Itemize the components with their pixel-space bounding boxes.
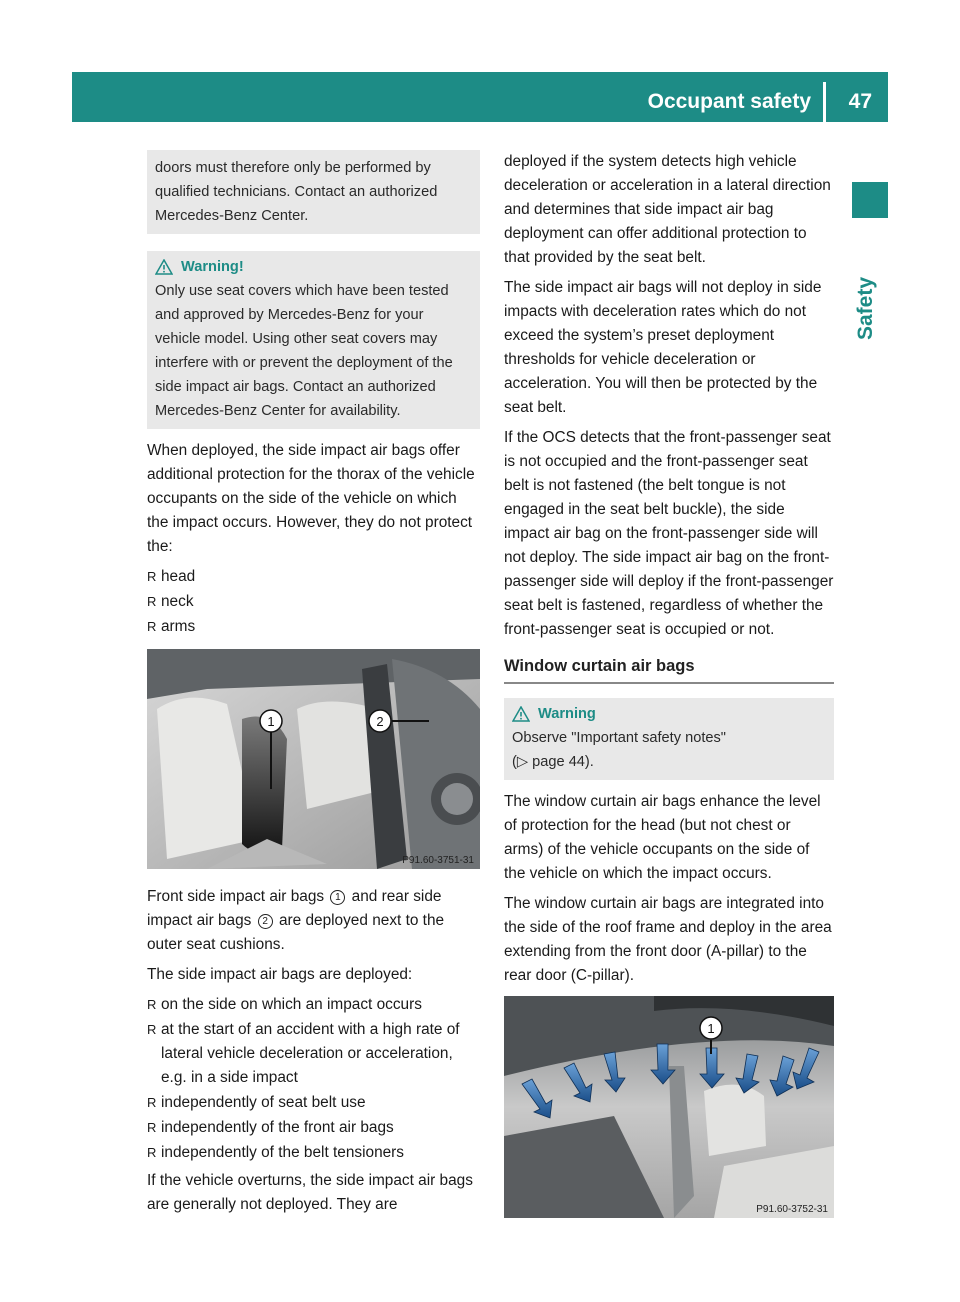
continued-note-text: doors must therefore only be performed by qualified technicians. Contact an authorized Mercedes-Benz Center.	[155, 160, 438, 224]
caption-text: Front side impact air bags	[147, 888, 325, 905]
callout-1: 1	[267, 714, 275, 729]
warning-title: Warning!	[181, 259, 244, 275]
paragraph: The side impact air bags will not deploy in side impacts with deceleration rates which do not exceed the system’s preset deployment thresholds for vehicle deceleration or acceleration. You will then be protected by the seat belt.	[504, 279, 822, 416]
list-item: R neck	[147, 593, 194, 610]
header-bar	[72, 72, 888, 122]
callout-ref-1: 1	[330, 890, 345, 905]
window-curtain-air-bag-photo	[504, 996, 834, 1218]
list-item-text: neck	[161, 593, 194, 610]
warning-box-seat-covers	[147, 251, 480, 429]
warning-box-safety-notes	[504, 698, 834, 780]
callout-1: 1	[707, 1021, 715, 1036]
warning-heading	[155, 255, 472, 279]
paragraph: If the vehicle overturns, the side impact air bags are generally not deployed. They are	[147, 1172, 473, 1213]
list-item-text: on the side on which an impact occurs	[161, 996, 422, 1013]
caption-text: are deployed next to the outer seat cushions.	[147, 912, 445, 953]
caption-text: and rear side impact air bags	[147, 888, 442, 929]
side-tab-marker	[852, 182, 888, 218]
side-tab-label: Safety	[854, 276, 877, 340]
list-item: R on the side on which an impact occurs	[147, 996, 422, 1013]
list-item: R at the start of an accident with a high rate of lateral vehicle deceleration or acceleration, e.g. in a side impact	[147, 1021, 460, 1086]
callout-ref-2: 2	[258, 914, 273, 929]
page-title: Occupant safety	[648, 82, 826, 122]
list-item-text: independently of seat belt use	[161, 1094, 366, 1111]
warning-heading	[512, 702, 826, 726]
continued-note-box	[147, 150, 480, 234]
list-item-text: at the start of an accident with a high rate of lateral vehicle deceleration or acceleration, e.g. in a side impact	[161, 1021, 460, 1086]
warning-triangle-icon	[512, 706, 530, 722]
deployment-list	[147, 993, 480, 1165]
list-item: R arms	[147, 618, 196, 635]
list-item: R independently of the belt tensioners	[147, 1144, 405, 1161]
paragraph: The window curtain air bags enhance the level of protection for the head (but not chest or arms) of the vehicle occupants on the side of the vehicle on which the impact occurs.	[504, 793, 821, 882]
left-column	[147, 150, 480, 1223]
warning-text: Observe "Important safety notes"	[512, 730, 726, 746]
page-ref-arrow-icon: ▷	[516, 754, 529, 770]
warning-title: Warning	[538, 706, 596, 722]
paragraph: When deployed, the side impact air bags offer additional protection for the thorax of the vehicle occupants on the side of the vehicle on which the impact occurs. However, they do not protect the:	[147, 442, 475, 555]
page-reference: (▷ page 44).	[512, 754, 594, 770]
image-code: P91.60-3752-31	[756, 1204, 828, 1215]
page-ref-text[interactable]: page 44).	[532, 754, 594, 770]
list-item-text: arms	[161, 618, 196, 635]
list-item-text: head	[161, 568, 196, 585]
page-number: 47	[848, 90, 872, 113]
protection-list	[147, 565, 480, 639]
paragraph: The window curtain air bags are integrated into the side of the roof frame and deploy in the area extending from the front door (A-pillar) to the rear door (C-pillar).	[504, 895, 832, 984]
callout-2: 2	[376, 714, 384, 729]
list-item: R head	[147, 568, 196, 585]
right-column	[504, 150, 834, 1234]
figure-caption	[147, 885, 480, 957]
list-item: R independently of the front air bags	[147, 1119, 394, 1136]
warning-text: Only use seat covers which have been tested and approved by Mercedes-Benz for your vehicle model. Using other seat covers may interfere with or prevent the deployment of the side impact air bags. Contact an authorized Mercedes-Benz Center for availability.	[155, 283, 453, 419]
warning-triangle-icon	[155, 259, 173, 275]
side-air-bag-photo	[147, 649, 480, 869]
paragraph: deployed if the system detects high vehicle deceleration or acceleration in a lateral direction and determines that side impact air bag deployment can offer additional protection to that provided by the seat belt.	[504, 153, 831, 266]
image-code: P91.60-3751-31	[402, 855, 474, 866]
list-item-text: independently of the front air bags	[161, 1119, 394, 1136]
list-item: R independently of seat belt use	[147, 1094, 366, 1111]
paragraph: The side impact air bags are deployed:	[147, 966, 413, 983]
section-heading: Window curtain air bags	[504, 654, 834, 684]
list-item-text: independently of the belt tensioners	[161, 1144, 405, 1161]
paragraph: If the OCS detects that the front-passenger seat is not occupied and the front-passenger seat belt is not fastened (the belt tongue is not engaged in the seat belt buckle), the side impact air bag on the front-passenger side will not deploy. The side impact air bag on the front-passenger side will deploy if the front-passenger seat belt is fastened, regardless of whether the front-passenger seat is occupied or not.	[504, 429, 834, 638]
